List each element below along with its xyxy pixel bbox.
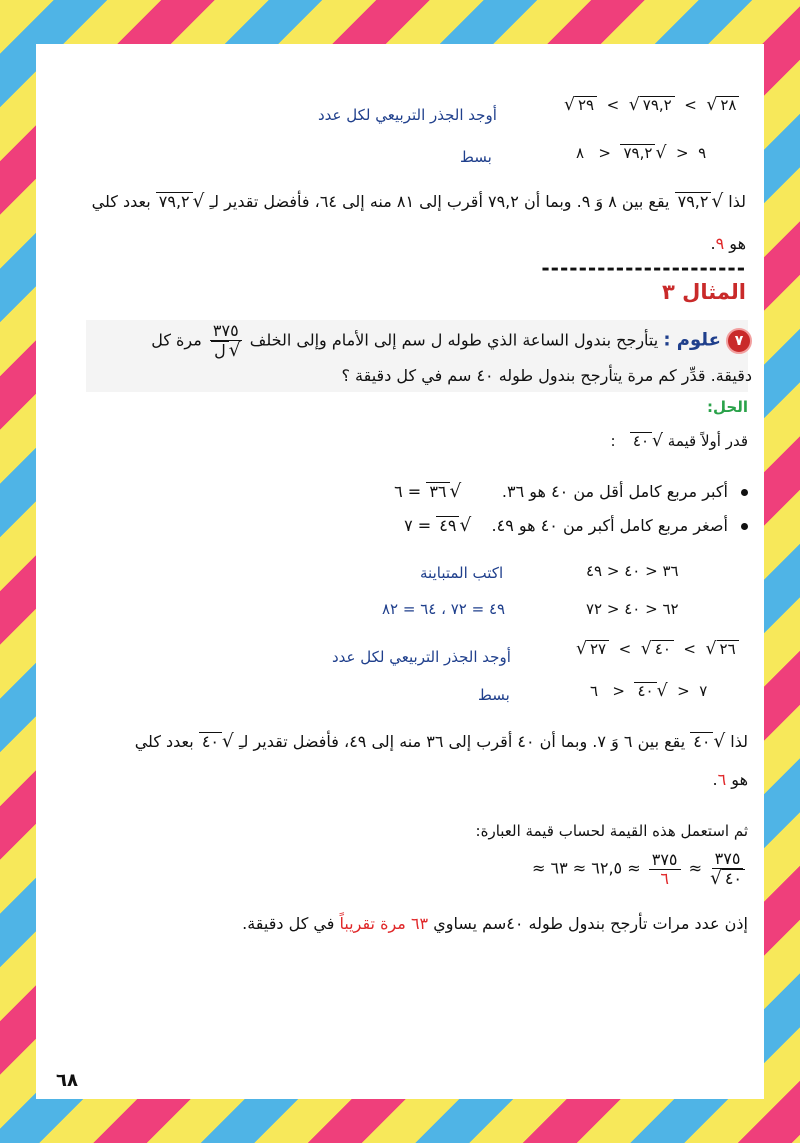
page-number: ٦٨ [56, 1070, 78, 1091]
problem-line2: دقيقة. قدِّر كم مرة يتأرجح بندول طوله ٤٠ سم في كل دقيقة ؟ [341, 366, 752, 385]
rate-fraction: $\frac{٣٧٥}{\text{√ل}}$ [210, 322, 242, 360]
ex3-conclusion-line2: هو ٦. [712, 770, 748, 789]
ineq-row1: ٣٦ < ٤٠ < ٤٩ [586, 562, 679, 580]
sqrt-79-2: ٧٩,٢ [640, 96, 675, 114]
ex2-inequality-row1: √ ٢٩ < √ ٧٩,٢ < √ ٢٨ [564, 96, 739, 114]
use-value-text: ثم استعمل هذه القيمة لحساب قيمة العبارة: [475, 822, 748, 840]
problem-number-badge: ٧ [726, 328, 752, 354]
sqrt-29: ٢٩ [575, 96, 597, 114]
first-step: قدر أولاً قيمة √٤٠ : [610, 431, 748, 451]
ineq-row1-note: اكتب المتباينة [420, 564, 504, 582]
ex2-row2-note: بسط [460, 148, 492, 166]
ineq-row2: ٦٢ < ٤٠ < ٧٢ [586, 600, 679, 618]
problem-line1: ٧ علوم : يتأرجح بندول الساعة الذي طوله ل سم إلى الأمام وإلى الخلف $\frac{٣٧٥}{\text{√ل}}$ مرة كل [151, 322, 752, 360]
solution-label: الحل: [707, 398, 748, 416]
ineq-row3-note: أوجد الجذر التربيعي لكل عدد [332, 648, 511, 666]
num-8: ٨ [576, 144, 585, 162]
separator-line: ---------------------- [541, 256, 746, 280]
ex2-row1-note: أوجد الجذر التربيعي لكل عدد [318, 106, 497, 124]
ineq-row4-note: بسط [478, 686, 510, 704]
ex2-conclusion-line2: هو ٩. [710, 234, 746, 253]
num-9: ٩ [698, 144, 707, 162]
ineq-row4: ٧ < √٤٠ < ٦ [590, 681, 708, 701]
ineq-row2-note: ٤٩ = ٧٢ ، ٦٤ = ٨٢ [382, 600, 506, 618]
sqrt-79-2-b: ٧٩,٢ [620, 144, 655, 162]
bullet-1: أكبر مربع كامل أقل من ٤٠ هو ٣٦. √٣٦ = ٦ [394, 482, 748, 501]
ex2-inequality-row2: ٩ < √٧٩,٢ < ٨ [576, 143, 707, 163]
bullet-2: أصغر مربع كامل أكبر من ٤٠ هو ٤٩. √٤٩ = ٧ [404, 516, 748, 535]
bullet-icon [741, 489, 748, 496]
example-3-title: المثال ٣ [662, 280, 746, 304]
ex3-conclusion: لذا √٤٠ يقع بين ٦ وَ ٧. وبما أن ٤٠ أقرب إلى ٣٦ منه إلى ٤٩، فأفضل تقدير لـِ √٤٠ بعدد كلي [134, 731, 748, 752]
final-answer: إذن عدد مرات تأرجح بندول طوله ٤٠سم يساوي ٦٣ مرة تقريباً في كل دقيقة. [242, 914, 748, 933]
sqrt-28: ٢٨ [717, 96, 739, 114]
ex2-conclusion: لذا √٧٩,٢ يقع بين ٨ وَ ٩. وبما أن ٧٩,٢ أقرب إلى ٨١ منه إلى ٦٤، فأفضل تقدير لـِ √٧٩,٢ بعدد كلي [91, 191, 746, 212]
subject-label: علوم : [663, 329, 721, 351]
bullet-icon [741, 523, 748, 530]
ineq-row3: √ ٢٧ < √ ٤٠ < √ ٢٦ [576, 640, 739, 658]
final-equation: ≈ ٦٢,٥ ≈ ٦٣ ≈ $\frac{٣٧٥}{٦}$ ≈ $\frac{٣٧٥}{√ ٤٠}$ [532, 850, 748, 888]
